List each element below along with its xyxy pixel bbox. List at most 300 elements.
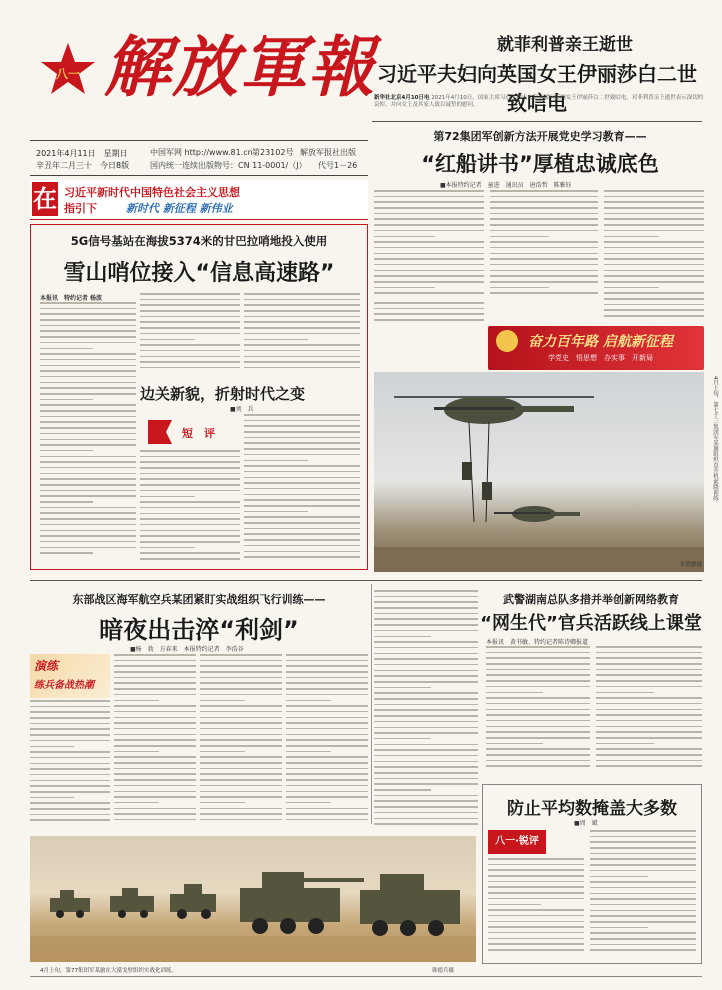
text-line	[374, 823, 478, 825]
text-line	[114, 819, 196, 821]
text-line	[114, 779, 196, 781]
text-line	[488, 898, 584, 900]
text-line	[286, 705, 368, 707]
text-line	[114, 734, 196, 736]
text-line	[114, 700, 159, 702]
text-line	[286, 671, 368, 673]
text-line	[140, 484, 240, 486]
text-line	[244, 327, 360, 329]
text-line	[140, 524, 240, 526]
text-line	[374, 709, 478, 711]
centenary-text: 奋力百年路 启航新征程	[528, 334, 673, 350]
text-line	[490, 258, 598, 260]
text-line	[374, 778, 478, 780]
text-line	[490, 196, 598, 198]
text-line	[490, 190, 598, 192]
text-line	[374, 281, 484, 283]
text-line	[140, 530, 240, 532]
text-line	[30, 751, 110, 753]
text-line	[604, 218, 704, 220]
story72-col3	[604, 190, 704, 325]
text-line	[286, 660, 368, 662]
text-line	[30, 728, 110, 730]
text-line	[30, 740, 110, 742]
armed-byline: 本报讯 黄书敏、特约记者陈诗卿报道	[486, 639, 589, 646]
text-line	[244, 437, 360, 439]
text-line	[40, 495, 136, 497]
text-line	[490, 253, 598, 255]
text-line	[604, 213, 704, 215]
text-line	[286, 728, 368, 730]
text-line	[40, 473, 136, 475]
text-line	[596, 686, 702, 688]
website-label: 中国军网 http://www.81.cn	[150, 148, 253, 157]
text-line	[200, 785, 282, 787]
text-line	[286, 734, 368, 736]
text-line	[374, 224, 484, 226]
text-line	[140, 541, 240, 543]
text-line	[590, 841, 696, 843]
text-line	[488, 886, 584, 888]
text-line	[200, 688, 282, 690]
text-line	[30, 711, 110, 713]
text-line	[490, 230, 598, 232]
text-line	[286, 677, 368, 679]
text-line	[374, 218, 484, 220]
text-line	[114, 665, 196, 667]
text-line	[40, 404, 136, 406]
text-line	[114, 813, 196, 815]
text-line	[604, 253, 704, 255]
text-line	[114, 654, 196, 656]
text-line	[590, 836, 696, 838]
armed-headline: “网生代”官兵活跃线上课堂	[480, 613, 702, 634]
tank-photo	[30, 836, 476, 962]
text-line	[200, 751, 245, 753]
text-line	[140, 316, 240, 318]
issue-code: 国内统一连续出版物号：CN 11-0001/（J）	[150, 161, 307, 170]
text-line	[374, 738, 431, 740]
text-line	[596, 726, 702, 728]
text-line	[244, 339, 308, 341]
text-line	[490, 241, 598, 243]
text-line	[40, 370, 136, 372]
centenary-sub: 学党史 悟思想 办实事 开新局	[548, 354, 653, 362]
text-line	[40, 450, 93, 452]
text-line	[596, 709, 702, 711]
text-line	[244, 471, 360, 473]
text-line	[286, 722, 368, 724]
text-line	[244, 356, 360, 358]
text-line	[488, 921, 584, 923]
text-line	[590, 927, 648, 929]
text-line	[140, 558, 240, 560]
masthead-title: 解放軍報	[104, 28, 376, 106]
text-line	[30, 774, 110, 776]
armed-kicker: 武警湖南总队多措并举创新网络教育	[503, 593, 679, 606]
text-line	[604, 298, 704, 300]
text-line	[286, 717, 368, 719]
text-line	[286, 802, 331, 804]
text-line	[200, 813, 282, 815]
text-line	[590, 915, 696, 917]
text-line	[604, 224, 704, 226]
text-line	[374, 727, 478, 729]
text-line	[604, 264, 704, 266]
text-line	[286, 745, 368, 747]
text-line	[374, 213, 484, 215]
text-line	[374, 749, 478, 751]
text-line	[244, 425, 360, 427]
text-line	[604, 281, 704, 283]
text-line	[374, 732, 478, 734]
commentary-byline: ■周 斌	[574, 820, 598, 827]
text-line	[286, 813, 368, 815]
text-line	[374, 207, 484, 209]
text-line	[244, 533, 360, 535]
text-line	[40, 330, 136, 332]
text-line	[286, 665, 368, 667]
text-line	[244, 477, 360, 479]
story72-col2	[490, 190, 598, 300]
text-line	[140, 327, 240, 329]
text-line	[374, 201, 484, 203]
text-line	[590, 944, 696, 946]
text-line	[200, 722, 282, 724]
text-line	[488, 881, 584, 883]
text-line	[486, 760, 590, 762]
text-line	[114, 762, 196, 764]
text-line	[286, 694, 368, 696]
text-line	[486, 765, 590, 767]
text-line	[374, 647, 478, 649]
text-line	[244, 431, 360, 433]
text-line	[590, 921, 696, 923]
text-line	[590, 949, 696, 951]
text-line	[286, 779, 368, 781]
text-line	[244, 539, 360, 541]
text-line	[40, 439, 136, 441]
text-line	[596, 646, 702, 648]
text-line	[374, 313, 484, 315]
text-line	[244, 350, 360, 352]
5g-col1	[40, 302, 136, 564]
text-line	[596, 720, 702, 722]
text-line	[374, 590, 478, 592]
armed-col1	[486, 646, 590, 776]
text-line	[286, 791, 368, 793]
text-line	[596, 760, 702, 762]
text-line	[200, 779, 282, 781]
text-line	[374, 264, 484, 266]
text-line	[114, 711, 196, 713]
text-line	[200, 745, 282, 747]
text-line	[200, 671, 282, 673]
text-line	[40, 433, 136, 435]
text-line	[596, 663, 702, 665]
training-logo: 演练 练兵备战热潮	[30, 654, 110, 698]
helicopter-caption: 4月上旬，第七十三集团军某旅组织直升机索降训练。	[712, 376, 718, 506]
text-line	[604, 275, 704, 277]
text-line	[604, 241, 704, 243]
text-line	[114, 728, 196, 730]
text-line	[604, 309, 704, 311]
text-line	[286, 739, 368, 741]
text-line	[374, 704, 478, 706]
text-line	[40, 552, 93, 554]
text-line	[596, 669, 702, 671]
text-line	[374, 806, 478, 808]
text-line	[596, 714, 702, 716]
text-line	[244, 454, 360, 456]
text-line	[286, 762, 368, 764]
text-line	[140, 356, 240, 358]
text-line	[114, 791, 196, 793]
text-line	[490, 247, 598, 249]
text-line	[244, 556, 360, 558]
text-line	[40, 467, 136, 469]
text-line	[140, 547, 195, 549]
navy-byline: ■杨 勃 方春来 本报特约记者 李浩谷	[130, 646, 244, 653]
top-story-headline: 习近平夫妇向英国女王伊丽莎白二世致唁电	[377, 62, 697, 115]
text-line	[590, 898, 696, 900]
text-line	[40, 359, 136, 361]
text-line	[114, 773, 196, 775]
story72-byline: ■本报特约记者 童进 通讯员 唐浩哲 陈雅钰	[440, 182, 572, 189]
text-line	[604, 287, 659, 289]
text-line	[374, 302, 484, 304]
text-line	[374, 653, 478, 655]
text-line	[486, 680, 590, 682]
text-line	[286, 768, 368, 770]
text-line	[200, 773, 282, 775]
text-line	[30, 746, 74, 748]
text-line	[244, 442, 360, 444]
text-line	[590, 864, 696, 866]
text-line	[604, 270, 704, 272]
text-line	[490, 236, 549, 238]
text-line	[490, 224, 598, 226]
text-line	[490, 292, 598, 294]
text-line	[30, 785, 110, 787]
thought-banner	[30, 180, 368, 220]
text-line	[590, 938, 696, 940]
text-line	[244, 304, 360, 306]
text-line	[200, 768, 282, 770]
text-line	[40, 444, 136, 446]
text-line	[604, 258, 704, 260]
text-line	[40, 382, 136, 384]
text-line	[244, 494, 360, 496]
text-line	[114, 671, 196, 673]
text-line	[374, 766, 478, 768]
text-line	[604, 207, 704, 209]
text-line	[40, 518, 136, 520]
text-line	[140, 361, 240, 363]
text-line	[244, 361, 360, 363]
text-line	[40, 541, 136, 543]
text-line	[590, 904, 696, 906]
text-line	[374, 641, 478, 643]
text-line	[374, 772, 478, 774]
text-line	[374, 624, 478, 626]
text-line	[286, 682, 368, 684]
text-line	[140, 518, 240, 520]
text-line	[486, 703, 590, 705]
text-line	[490, 287, 549, 289]
text-line	[244, 545, 360, 547]
text-line	[486, 692, 543, 694]
text-line	[488, 892, 584, 894]
text-line	[490, 264, 598, 266]
text-line	[40, 512, 136, 514]
text-line	[374, 230, 484, 232]
commentary-col2	[590, 830, 696, 958]
text-line	[374, 698, 478, 700]
text-line	[114, 756, 196, 758]
text-line	[30, 791, 110, 793]
text-line	[374, 692, 478, 694]
text-line	[374, 800, 478, 802]
text-line	[596, 680, 702, 682]
text-line	[374, 190, 484, 192]
helicopter-photo	[374, 372, 704, 572]
text-line	[200, 694, 282, 696]
text-line	[374, 630, 478, 632]
text-line	[286, 654, 368, 656]
text-line	[114, 785, 196, 787]
story72-col1b	[374, 302, 484, 330]
text-line	[140, 478, 240, 480]
text-line	[374, 253, 484, 255]
text-line	[244, 460, 308, 462]
text-line	[30, 808, 110, 810]
text-line	[596, 674, 702, 676]
text-line	[140, 496, 195, 498]
banner-line2: 指引下	[64, 202, 97, 215]
5g-col2	[140, 293, 240, 377]
text-line	[374, 789, 431, 791]
text-line	[114, 660, 196, 662]
text-line	[200, 677, 282, 679]
text-line	[244, 344, 360, 346]
text-line	[140, 350, 240, 352]
text-line	[244, 528, 360, 530]
text-line	[40, 456, 136, 458]
text-line	[596, 731, 702, 733]
text-line	[596, 697, 702, 699]
helicopter-illustration	[374, 372, 704, 572]
text-line	[488, 949, 584, 951]
text-line	[200, 717, 282, 719]
text-line	[244, 522, 360, 524]
text-line	[244, 511, 308, 513]
text-line	[488, 915, 584, 917]
text-line	[40, 376, 136, 378]
text-line	[140, 501, 240, 503]
party-emblem-icon	[496, 330, 518, 352]
text-line	[114, 705, 196, 707]
text-line	[374, 275, 484, 277]
text-line	[286, 751, 331, 753]
text-line	[286, 796, 368, 798]
text-line	[244, 414, 360, 416]
issue-number: 第23102号	[252, 148, 294, 157]
text-line	[286, 756, 368, 758]
text-line	[374, 607, 478, 609]
text-line	[486, 669, 590, 671]
text-line	[374, 196, 484, 198]
text-line	[30, 797, 74, 799]
text-line	[140, 333, 240, 335]
text-line	[374, 241, 484, 243]
text-line	[488, 943, 584, 945]
text-line	[200, 819, 282, 821]
text-line	[590, 910, 696, 912]
text-line	[140, 339, 195, 341]
text-line	[490, 207, 598, 209]
text-line	[590, 847, 696, 849]
text-line	[200, 654, 282, 656]
text-line	[244, 488, 360, 490]
text-line	[486, 674, 590, 676]
text-line	[488, 869, 584, 871]
commentary-column-logo: 八一·锐评	[488, 830, 546, 854]
text-line	[604, 236, 659, 238]
text-line	[40, 501, 93, 503]
svg-text:八一: 八一	[55, 67, 81, 81]
text-line	[40, 484, 136, 486]
text-line	[374, 258, 484, 260]
top-story-kicker: 就菲利普亲王逝世	[497, 35, 633, 55]
text-line	[486, 737, 590, 739]
text-line	[486, 726, 590, 728]
text-line	[490, 281, 598, 283]
text-line	[374, 715, 478, 717]
text-line	[374, 681, 478, 683]
text-line	[114, 739, 196, 741]
text-line	[40, 302, 136, 304]
text-line	[374, 812, 478, 814]
text-line	[374, 658, 478, 660]
text-line	[590, 858, 696, 860]
text-line	[30, 819, 110, 821]
text-line	[374, 292, 484, 294]
text-line	[596, 743, 654, 745]
text-line	[30, 734, 110, 736]
text-line	[40, 461, 136, 463]
text-line	[590, 876, 648, 878]
text-line	[114, 682, 196, 684]
text-line	[374, 596, 478, 598]
text-line	[40, 416, 136, 418]
story72-col1	[374, 190, 484, 300]
text-line	[140, 513, 240, 515]
text-line	[486, 646, 590, 648]
story72-kicker: 第72集团军创新方法开展党史学习教育——	[433, 130, 647, 143]
text-line	[244, 367, 360, 369]
text-line	[596, 652, 702, 654]
text-line	[140, 304, 240, 306]
text-line	[596, 737, 702, 739]
text-line	[30, 700, 110, 702]
text-line	[200, 791, 282, 793]
text-line	[374, 319, 484, 321]
text-line	[486, 731, 590, 733]
pla-star-emblem-icon	[38, 40, 98, 100]
text-line	[140, 535, 240, 537]
text-line	[200, 682, 282, 684]
